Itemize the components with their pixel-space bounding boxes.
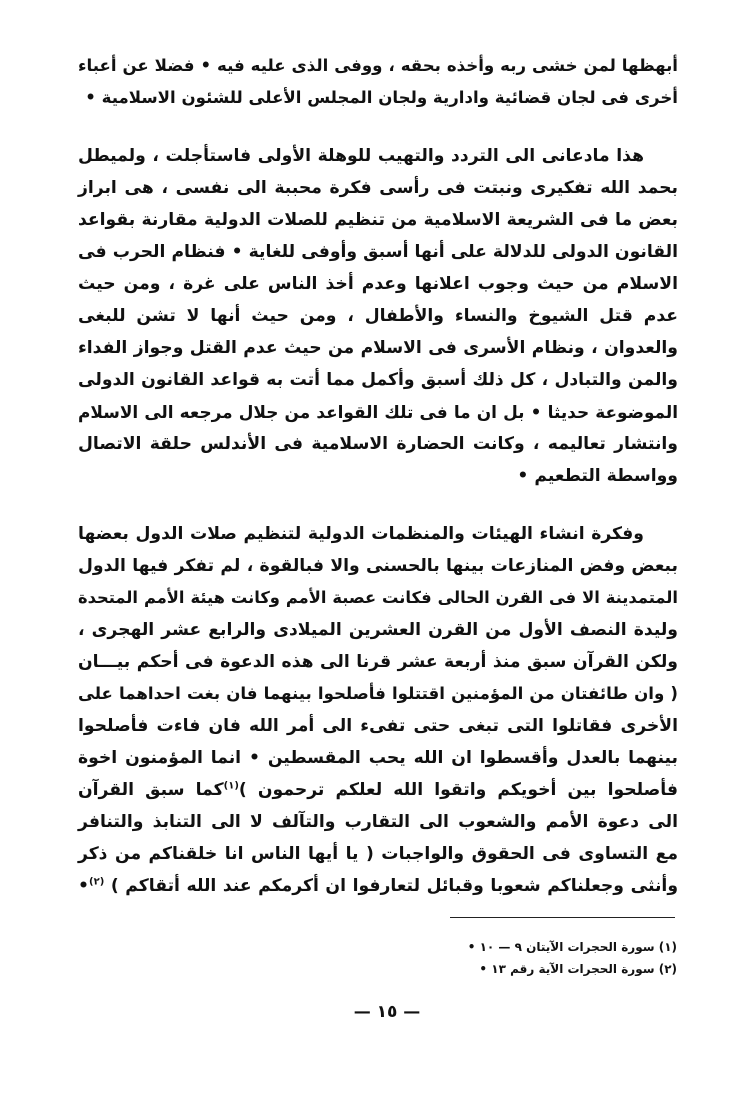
text-line: الأخرى فقاتلوا التى تبغى حتى تفىء الى أمر الله فان فاءت فأصلحوا — [78, 716, 678, 736]
text-line: أخرى فى لجان قضائية وادارية ولجان المجلس الأعلى للشئون الاسلامية • — [85, 88, 678, 107]
text-segment: كما سبق القرآن — [78, 780, 224, 800]
text-segment: وأنثى وجعلناكم شعوبا وقبائل لتعارفوا ان أكرمكم عند الله أتقاكم ) — [110, 876, 679, 896]
text-line: ببعض وفض المنازعات بينها بالحسنى والا فبالقوة ، لم تفكر فيها الدول — [78, 556, 678, 576]
footnote-divider — [450, 917, 675, 918]
footnote-1: (١) سورة الحجرات الآيتان ٩ — ١٠ • — [467, 940, 677, 954]
paragraph-3 — [78, 518, 678, 902]
text-line: وانتشار تعاليمه ، وكانت الحضارة الاسلامية فى الأندلس حلقة الاتصال — [78, 434, 678, 454]
text-line: وفكرة انشاء الهيئات والمنظمات الدولية لتنظيم صلات الدول بعضها — [78, 524, 644, 544]
paragraph-2 — [78, 140, 678, 492]
text-line: الموضوعة حديثا • بل ان ما فى تلك القواعد من جلال مرجعه الى الاسلام — [78, 402, 678, 422]
page-body — [78, 50, 678, 902]
text-line: بعض ما فى الشريعة الاسلامية من تنظيم للصلات الدولية مقارنة بقواعد — [78, 210, 678, 230]
text-line: وليدة النصف الأول من القرن العشرين الميلادى والرابع عشر الهجرى ، — [78, 620, 678, 640]
footnotes — [380, 936, 677, 980]
text-line: بحمد الله تفكيرى ونبتت فى رأسى فكرة محببة الى نفسى ، هى ابراز — [78, 178, 678, 198]
text-line: الاسلام من حيث وجوب اعلانها وعدم أخذ الناس على غرة ، ومن حيث — [78, 274, 678, 294]
text-line-with-footnote — [78, 870, 678, 902]
text-line: ( وان طائفتان من المؤمنين اقتتلوا فأصلحوا بينهما فان بغت احداهما على — [78, 684, 678, 703]
text-line: ولكن القرآن سبق منذ أربعة عشر قرنا الى هذه الدعوة فى أحكم بيـــان — [78, 652, 678, 672]
footnote-2: (٢) سورة الحجرات الآية رقم ١٣ • — [479, 962, 677, 976]
text-line: وواسطة التطعيم • — [517, 466, 678, 486]
text-line: والعدوان ، ونظام الأسرى فى الاسلام من حيث عدم القتل وجواز الفداء — [78, 338, 678, 358]
text-line: والمن والتبادل ، كل ذلك أسبق وأكمل مما أتت به قواعد القانون الدولى — [78, 370, 678, 390]
text-line: الى دعوة الأمم والشعوب الى التقارب والتآلف لا الى التنابذ والتنافر — [78, 812, 678, 832]
text-line-with-footnote — [78, 774, 678, 806]
footnote-mark: (٢) — [89, 876, 105, 888]
text-line: عدم قتل الشيوخ والنساء والأطفال ، ومن حيث أنها لا تشن للبغى — [78, 306, 678, 326]
text-line: المتمدينة الا فى القرن الحالى فكانت عصبة الأمم وكانت هيئة الأمم المتحدة — [78, 588, 678, 607]
text-segment: • — [78, 876, 89, 896]
footnote-mark: (١) — [223, 780, 239, 792]
text-line: مع التساوى فى الحقوق والواجبات ( يا أيها الناس انا خلقناكم من ذكر — [78, 844, 678, 864]
page-number: — ١٥ — — [353, 1002, 421, 1022]
text-line: بينهما بالعدل وأقسطوا ان الله يحب المقسطين • انما المؤمنون اخوة — [78, 748, 678, 768]
text-line: القانون الدولى للدلالة على أنها أسبق وأوفى للغاية • فنظام الحرب فى — [78, 242, 678, 262]
text-segment: فأصلحوا بين أخويكم واتقوا الله لعلكم ترحمون ) — [238, 780, 678, 800]
text-line: هذا مادعانى الى التردد والتهيب للوهلة الأولى فاستأجلت ، ولميطل — [78, 146, 644, 166]
text-line: أبهظها لمن خشى ربه وأخذه بحقه ، ووفى الذى عليه فيه • فضلا عن أعباء — [78, 56, 678, 75]
paragraph-1 — [78, 50, 678, 114]
